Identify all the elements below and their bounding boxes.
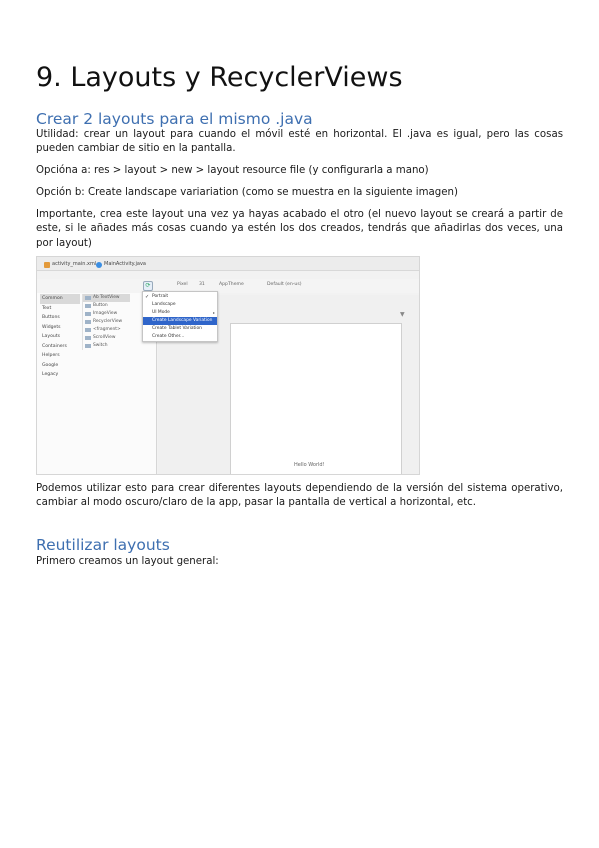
hello-world-text: Hello World! xyxy=(294,462,325,468)
category-item[interactable]: Helpers xyxy=(42,353,60,358)
category-item[interactable]: Common xyxy=(40,294,80,304)
page-title: 9. Layouts y RecyclerViews xyxy=(36,62,403,93)
category-item[interactable]: Layouts xyxy=(42,334,61,339)
checkmark-icon: ✓ xyxy=(145,294,150,300)
toolbar-api[interactable]: 31 xyxy=(199,282,205,287)
widget-item[interactable]: <fragment> xyxy=(83,326,130,334)
orientation-icon[interactable]: ⟳ xyxy=(143,281,153,291)
category-item[interactable]: Legacy xyxy=(42,372,59,377)
device-preview[interactable] xyxy=(230,323,402,475)
menu-item-portrait[interactable]: ✓ Portrait xyxy=(145,294,169,300)
toolbar-theme[interactable]: AppTheme xyxy=(219,282,244,287)
widget-item[interactable]: Button xyxy=(83,302,130,310)
submenu-arrow-icon: ▸ xyxy=(212,310,215,315)
menu-item-landscape[interactable]: Landscape xyxy=(152,302,176,307)
category-item[interactable]: Buttons xyxy=(42,315,60,320)
section-heading-layouts: Crear 2 layouts para el mismo .java xyxy=(36,110,313,128)
category-item[interactable]: Text xyxy=(42,305,52,311)
ide-screenshot xyxy=(36,256,420,475)
widget-item[interactable]: ScrollView xyxy=(83,334,130,342)
category-item[interactable]: Containers xyxy=(42,343,67,349)
paragraph-opcion-b: Opción b: Create landscape variariation (como se muestra en la siguiente imagen) xyxy=(36,187,458,198)
orientation-menu xyxy=(142,291,218,342)
menu-item-create-landscape-variation[interactable]: Create Landscape Variation xyxy=(143,317,217,325)
paragraph-utilidad: Utilidad: crear un layout para cuando el móvil esté en horizontal. El .java es igual, pero las cosas pueden cambiar de sitio en la pantalla. xyxy=(36,129,563,155)
category-item[interactable]: Widgets xyxy=(42,324,61,330)
paragraph-opcion-a: Opcióna a: res > layout > new > layout resource file (y configurarla a mano) xyxy=(36,165,429,176)
widget-item[interactable]: RecyclerView xyxy=(83,318,130,326)
tab-main-activity[interactable]: MainActivity.java xyxy=(95,259,146,270)
design-toolbar xyxy=(37,279,419,293)
paragraph-importante: Importante, crea este layout una vez ya hayas acabado el otro (el nuevo layout se creará a partir de este, si le añades más cosas cuando ya estén los dos creados, tendrás que añadirlas dos veces, una por layout) xyxy=(36,209,563,249)
menu-item-ui-mode[interactable]: UI Mode ▸ xyxy=(152,310,215,315)
widget-item[interactable]: Ab TextView xyxy=(83,294,130,302)
xml-file-icon xyxy=(44,262,50,268)
paragraph-podemos: Podemos utilizar esto para crear diferentes layouts dependiendo de la versión del sistema operativo, cambiar al modo oscuro/claro de la app, pasar la pantalla de vertical a horizontal, etc. xyxy=(36,483,563,509)
palette-panel xyxy=(37,279,157,474)
menu-item-create-other[interactable]: Create Other... xyxy=(152,334,185,339)
palette-widgets xyxy=(82,294,130,350)
category-item[interactable]: Google xyxy=(42,362,59,368)
menu-item-create-tablet-variation[interactable]: Create Tablet Variation xyxy=(152,326,202,331)
widget-item[interactable]: Switch xyxy=(83,342,130,350)
toolbar-device[interactable]: Pixel xyxy=(177,282,188,287)
section-heading-reutilizar: Reutilizar layouts xyxy=(36,536,170,554)
toolbar-locale[interactable]: Default (en-us) xyxy=(267,282,302,287)
java-class-icon xyxy=(96,262,102,268)
palette-categories xyxy=(40,294,80,380)
editor-tab-bar xyxy=(37,257,419,271)
paragraph-primero: Primero creamos un layout general: xyxy=(36,556,219,567)
signal-icon: ▼ xyxy=(400,311,405,318)
tab-activity-main[interactable]: activity_main.xml xyxy=(43,259,96,270)
widget-item[interactable]: ImageView xyxy=(83,310,130,318)
